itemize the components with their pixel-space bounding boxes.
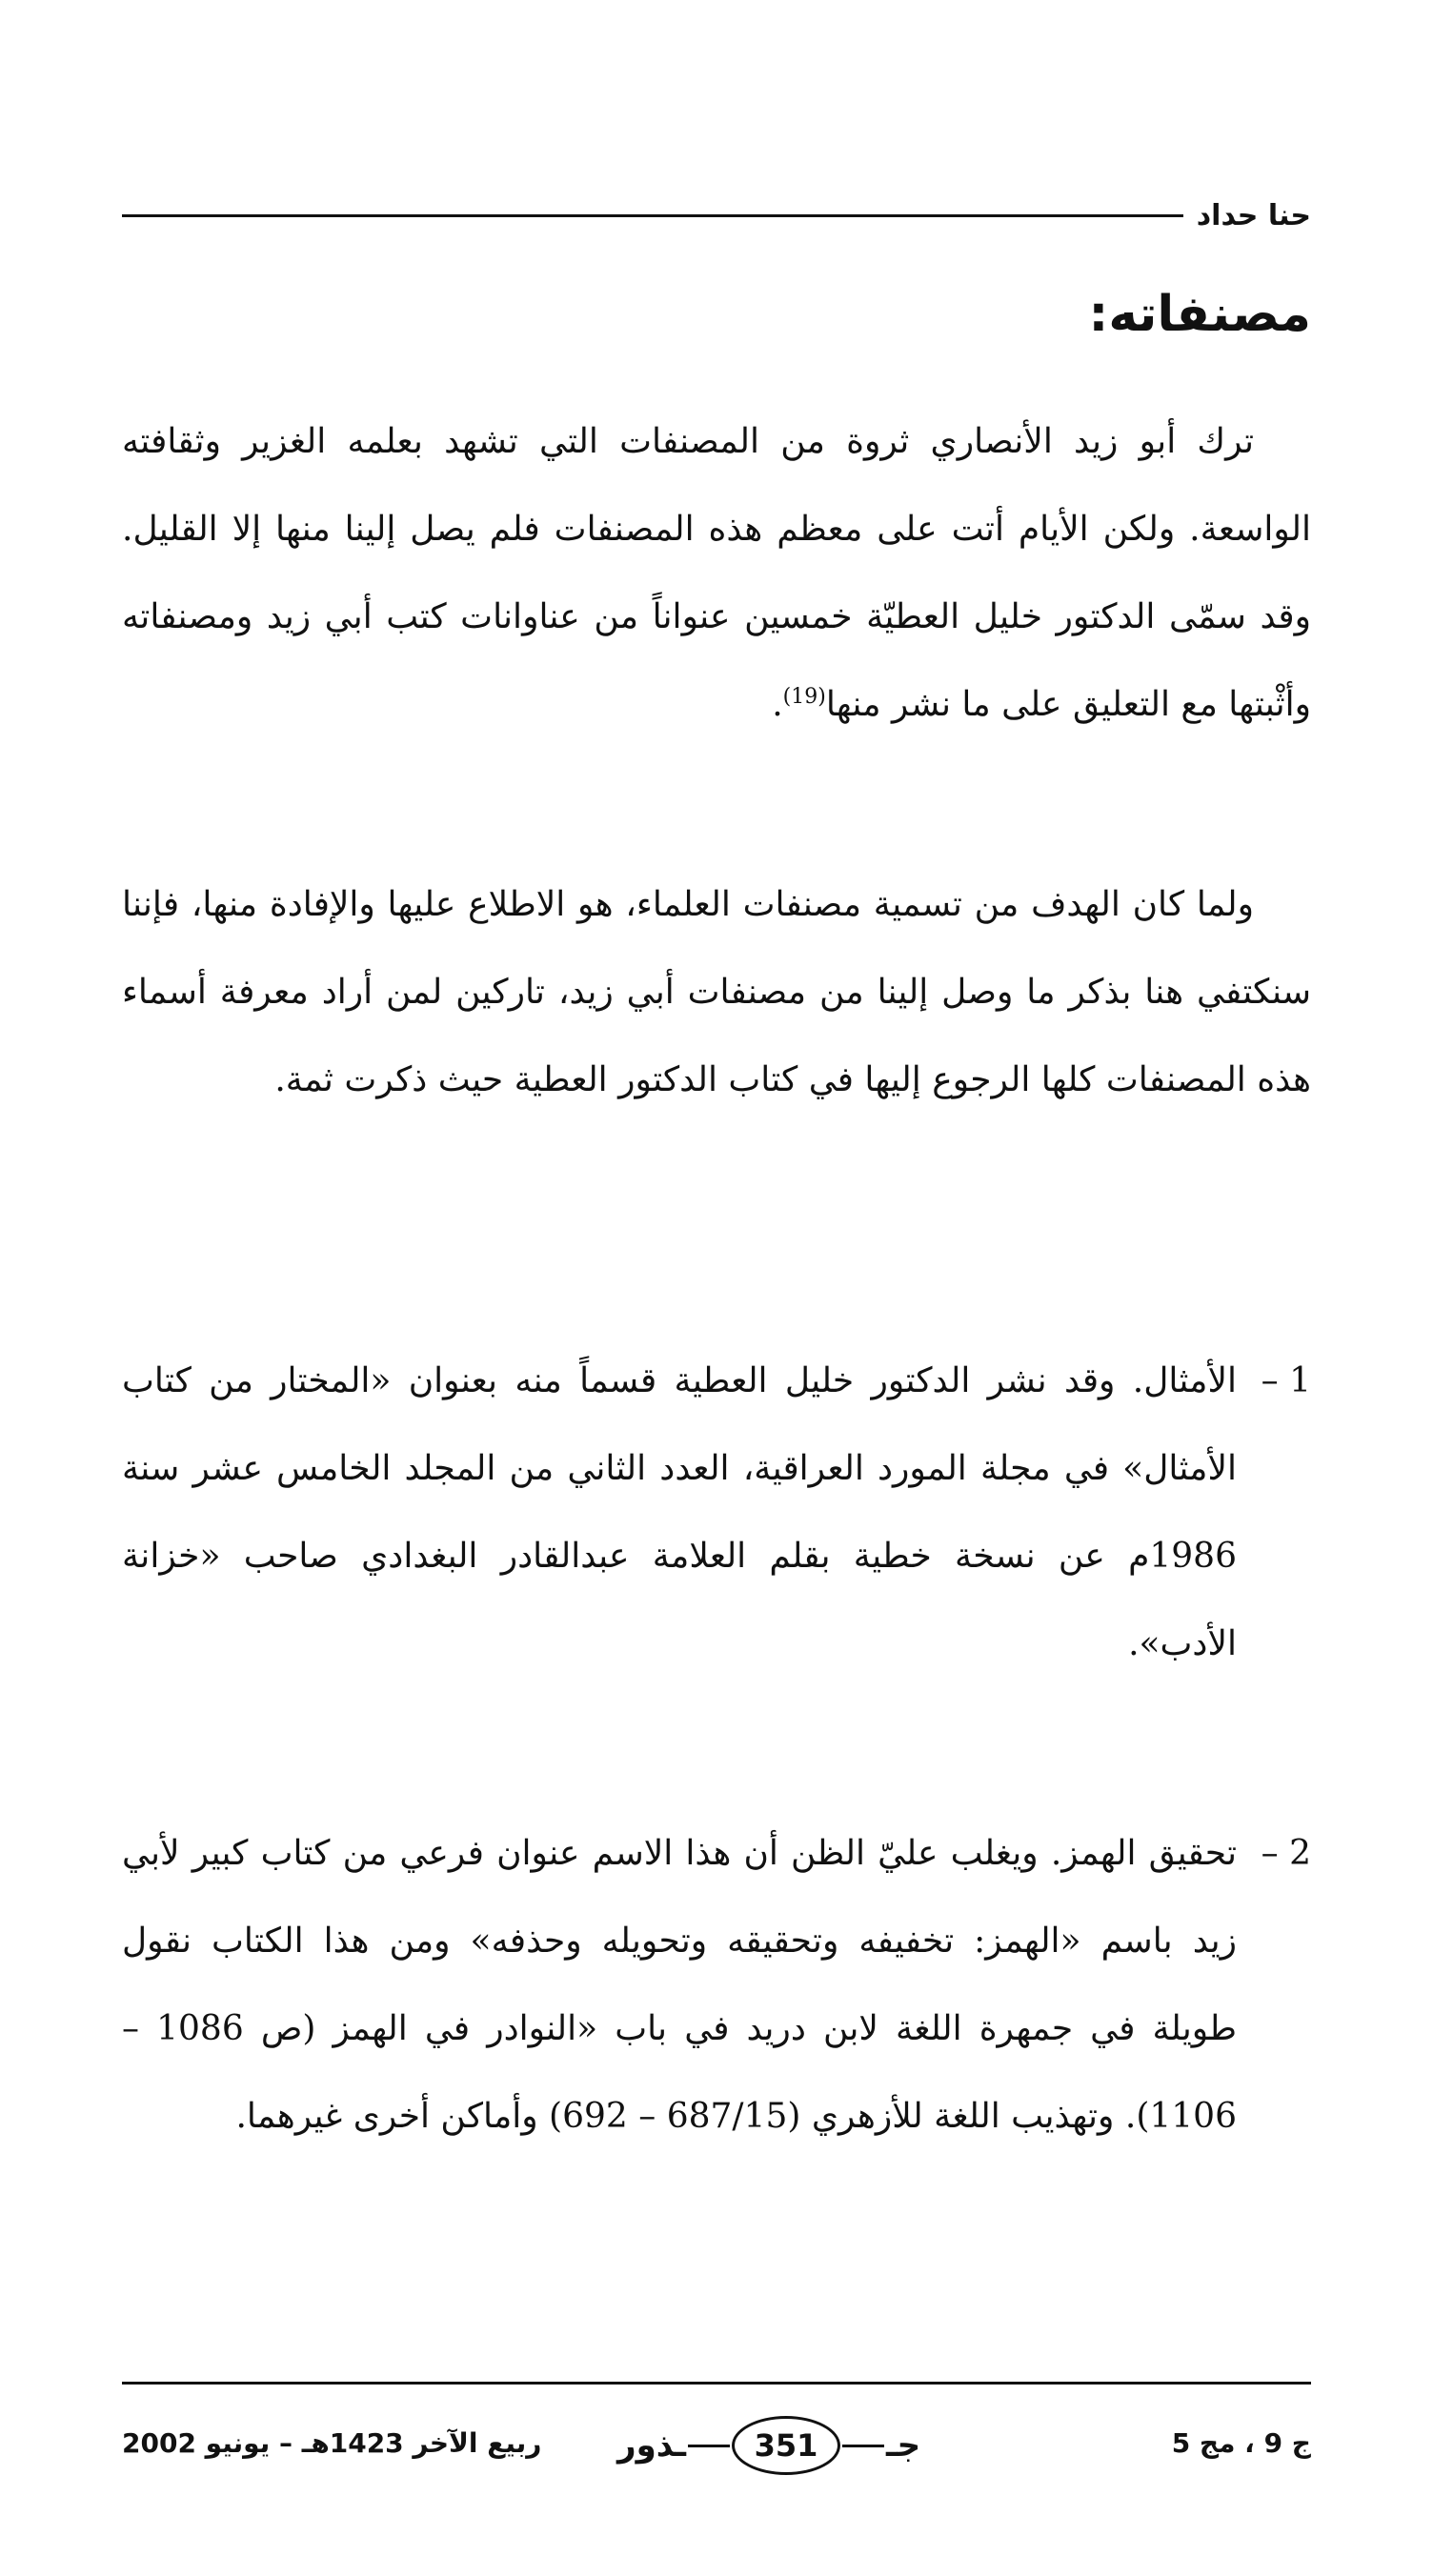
paragraph-2: ولما كان الهدف من تسمية مصنفات العلماء، هو الاطلاع عليها والإفادة منها، فإننا سنكتفي هنا بذكر ما وصل إلينا من مصنفات أبي زيد، تاركين لمن أراد معرفة أسماء هذه المصنفات كلها الرجوع إليها في كتاب الدكتور العطية حيث ذكرت ثمة. <box>122 885 1311 1099</box>
footer-rule <box>122 2382 1311 2385</box>
paragraph-1 <box>122 398 1311 749</box>
list-item-text: تحقيق الهمز. ويغلب عليّ الظن أن هذا الاسم عنوان فرعي من كتاب كبير لأبي زيد باسم «الهمز: تخفيفه وتحقيقه وتحويله وحذفه» ومن هذا الكتاب نقول طويلة في جمهرة اللغة لابن دريد في باب «النوادر في الهمز (ص 1086 – 1106). وتهذيب اللغة للأزهري (687/15 – 692) وأماكن أخرى غيرهما. <box>122 1834 1237 2136</box>
list-item-number: 2 – <box>1261 1834 1311 1873</box>
journal-dash <box>842 2445 884 2447</box>
footnote-ref[interactable]: (19) <box>782 685 826 709</box>
journal-logo <box>617 2416 920 2475</box>
author-name: حنا حداد <box>1196 198 1311 232</box>
list-item <box>122 1338 1311 1688</box>
page-number: 351 <box>732 2416 840 2475</box>
journal-dash <box>688 2445 730 2447</box>
list-item-text: الأمثال. وقد نشر الدكتور خليل العطية قسماً منه بعنوان «المختار من كتاب الأمثال» في مجلة المورد العراقية، العدد الثاني من المجلد الخامس عشر سنة 1986م عن نسخة خطية بقلم العلامة عبدالقادر البغدادي صاحب «خزانة الأدب». <box>122 1361 1237 1663</box>
list-item <box>122 1810 1311 2161</box>
paragraph-1-end: . <box>772 685 783 724</box>
paragraph-1-text: ترك أبو زيد الأنصاري ثروة من المصنفات التي تشهد بعلمه الغزير وثقافته الواسعة. ولكن الأيام أتت على معظم هذه المصنفات فلم يصل إلينا منها إلا القليل. وقد سمّى الدكتور خليل العطيّة خمسين عنواناً من عناوانات كتب أبي زيد ومصنفاته وأثْبتها مع التعليق على ما نشر منها <box>122 422 1311 724</box>
section-title: مصنفاته: <box>1088 286 1311 343</box>
volume-info: ج 9 ، مج 5 <box>1171 2427 1311 2459</box>
running-header <box>122 187 1311 244</box>
journal-name-part-right: ـذور <box>617 2426 686 2465</box>
journal-name-part-left: جـ <box>885 2426 921 2465</box>
issue-date: ربيع الآخر 1423هـ – يونيو 2002 <box>122 2427 542 2459</box>
header-rule <box>122 214 1183 217</box>
list-item-number: 1 – <box>1261 1361 1311 1400</box>
page-footer <box>122 2410 1311 2486</box>
